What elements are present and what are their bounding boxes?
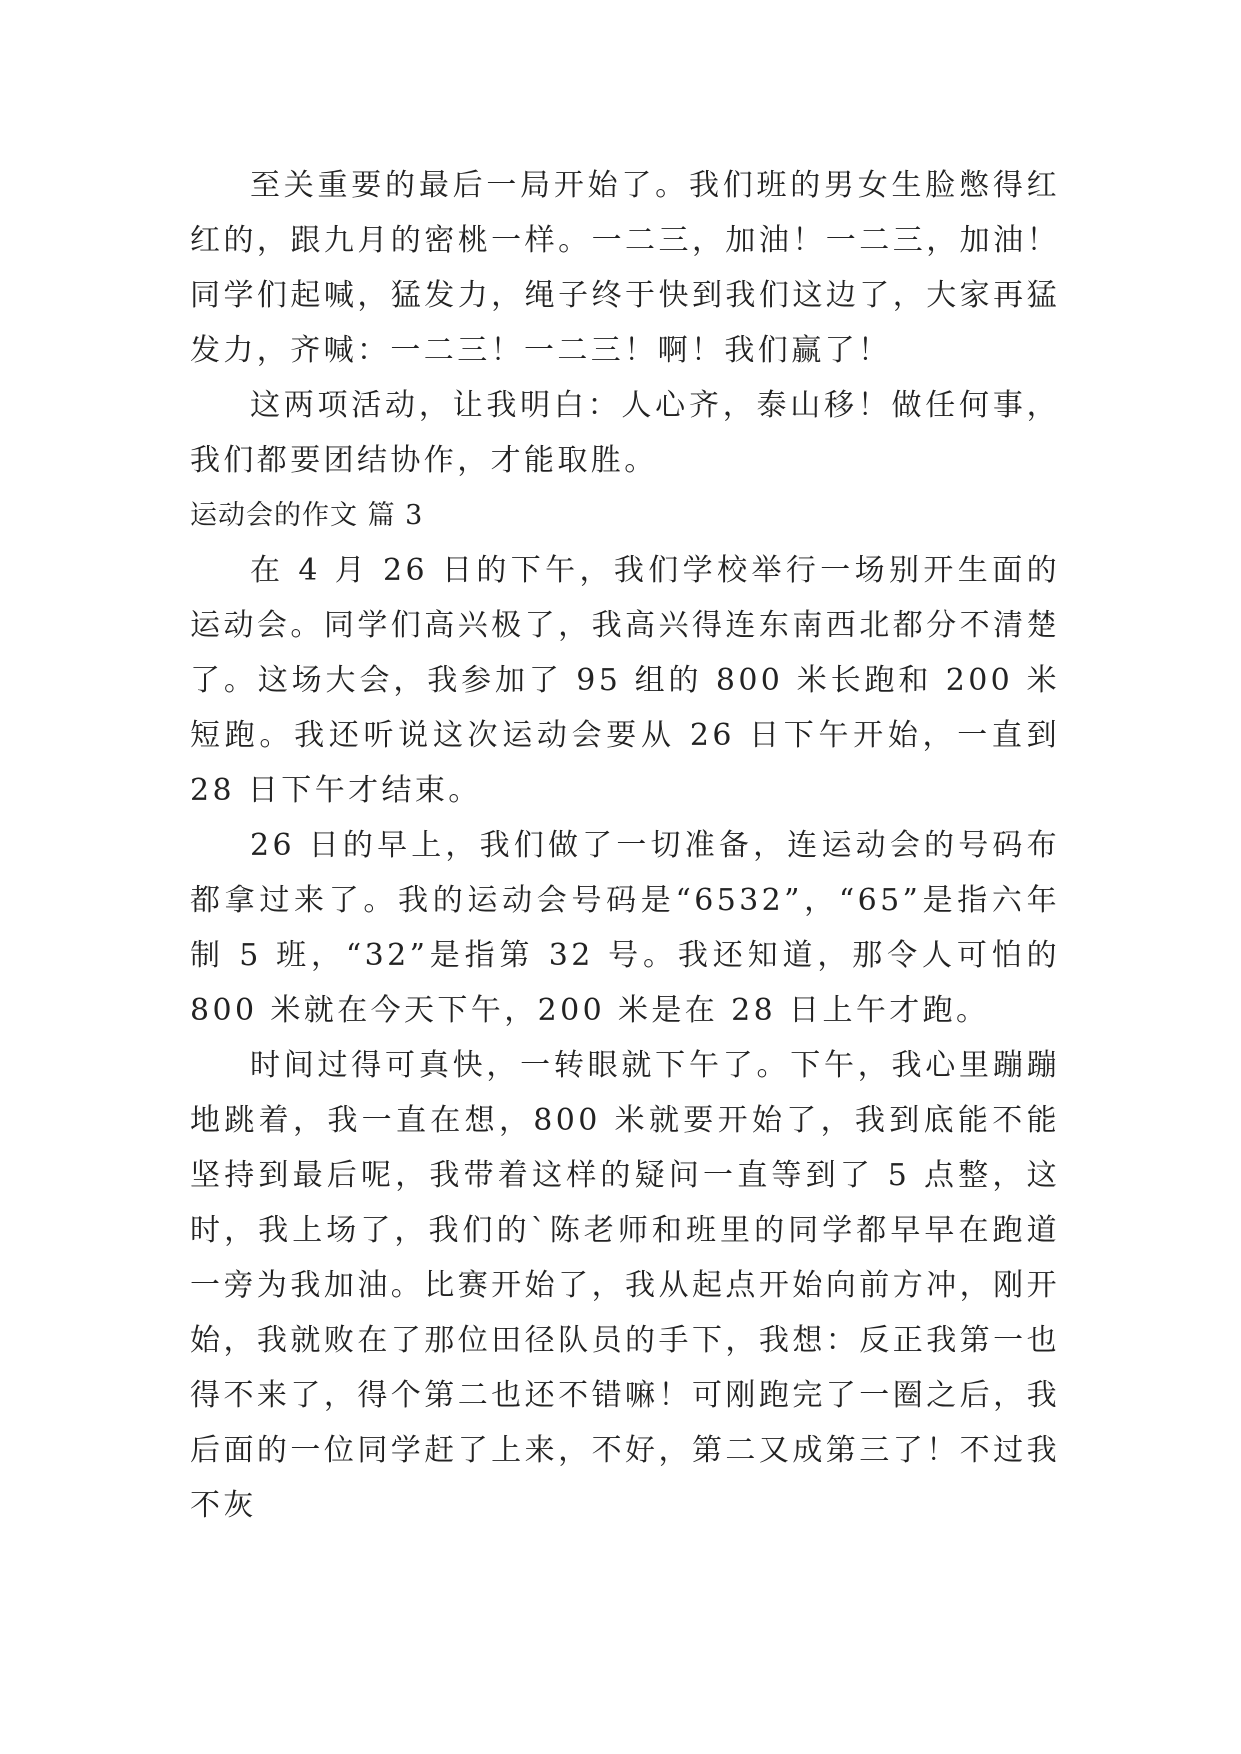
paragraph-preparation: 26 日的早上，我们做了一切准备，连运动会的号码布都拿过来了。我的运动会号码是“6532”，“65”是指六年制 5 班，“32”是指第 32 号。我还知道，那令人可怕的 800 米就在今天下午，200 米是在 28 日上午才跑。 (190, 828, 1060, 1028)
document-body (190, 158, 1060, 1533)
paragraph-lesson: 这两项活动，让我明白：人心齐，泰山移！做任何事，我们都要团结协作，才能取胜。 (190, 388, 1060, 478)
paragraph-sports-meet-intro: 在 4 月 26 日的下午，我们学校举行一场别开生面的运动会。同学们高兴极了，我高兴得连东南西北都分不清楚了。这场大会，我参加了 95 组的 800 米长跑和 200 米短跑。我还听说这次运动会要从 26 日下午开始，一直到 28 日下午才结束。 (190, 553, 1060, 808)
paragraph-tug-of-war-final: 至关重要的最后一局开始了。我们班的男女生脸憋得红红的，跟九月的密桃一样。一二三，加油！一二三，加油！同学们起喊，猛发力，绳子终于快到我们这边了，大家再猛发力，齐喊：一二三！一二三！啊！我们赢了！ (190, 168, 1060, 368)
paragraph-race: 时间过得可真快，一转眼就下午了。下午，我心里蹦蹦地跳着，我一直在想，800 米就要开始了，我到底能不能坚持到最后呢，我带着这样的疑问一直等到了 5 点整，这时，我上场了，我们的`陈老师和班里的同学都早早在跑道一旁为我加油。比赛开始了，我从起点开始向前方冲，刚开始，我就败在了那位田径队员的手下，我想：反正我第一也得不来了，得个第二也还不错嘛！可刚跑完了一圈之后，我后面的一位同学赶了上来，不好，第二又成第三了！不过我不灰 (190, 1048, 1060, 1523)
section-heading: 运动会的作文 篇 3 (190, 500, 424, 531)
